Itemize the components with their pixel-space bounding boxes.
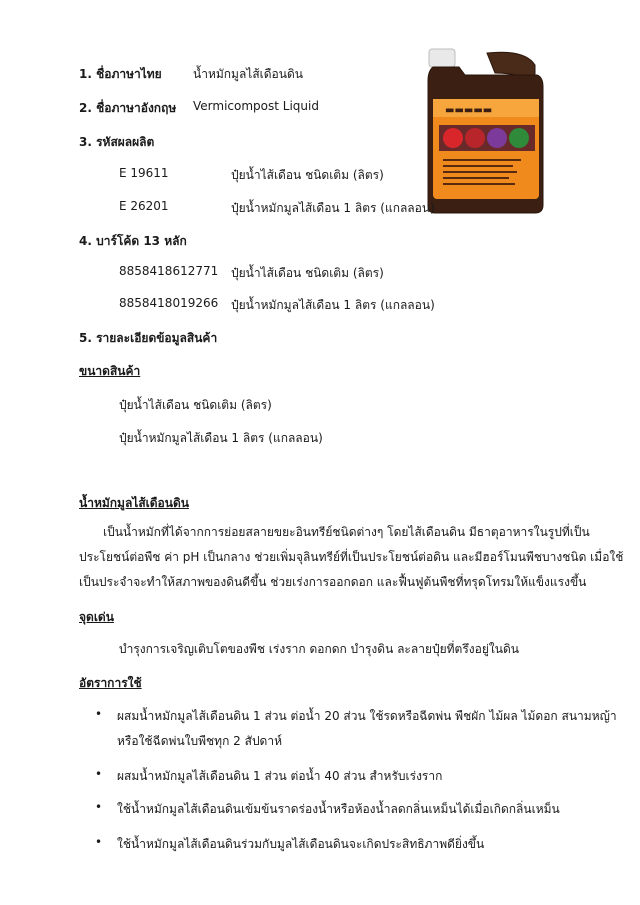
svg-text:▬▬▬▬▬: ▬▬▬▬▬ — [445, 105, 493, 116]
usage-item-continuation: หรือใช้ฉีดพ่นใบพืชทุก 2 สัปดาห์ — [117, 734, 282, 748]
usage-item: ใช้น้ำหมักมูลไส้เดือนดินเข้มข้นราดร่องน้ำหรือห้องน้ำลดกลิ่นเหม็นได้เมื่อเกิดกลิ่นเหม็น — [117, 802, 560, 816]
product-code-label: 3. รหัสผลผลิต — [79, 135, 155, 149]
product-code: E 26201 — [119, 199, 169, 213]
details-label: 5. รายละเอียดข้อมูลสินค้า — [79, 331, 218, 345]
highlight-heading: จุดเด่น — [79, 610, 114, 624]
bullet-icon: • — [95, 707, 103, 721]
barcode-number: 8858418019266 — [119, 296, 219, 310]
barcode-label: 4. บาร์โค้ด 13 หลัก — [79, 234, 187, 248]
size-item: ปุ๋ยน้ำหมักมูลไส้เดือน 1 ลิตร (แกลลอน) — [119, 431, 323, 445]
product-name: ปุ๋ยน้ำหมักมูลไส้เดือน 1 ลิตร (แกลลอน) — [231, 201, 435, 215]
product-jug-image — [425, 47, 546, 215]
bullet-icon: • — [95, 835, 103, 849]
english-name-label: 2. ชื่อภาษาอังกฤษ — [79, 101, 177, 115]
barcode-product-name: ปุ๋ยน้ำไส้เดือน ชนิดเติม (ลิตร) — [231, 266, 384, 280]
barcode-number: 8858418612771 — [119, 264, 219, 278]
bullet-icon: • — [95, 767, 103, 781]
thai-name-value: น้ำหมักมูลไส้เดือนดิน — [193, 67, 303, 81]
barcode-product-name: ปุ๋ยน้ำหมักมูลไส้เดือน 1 ลิตร (แกลลอน) — [231, 298, 435, 312]
description-heading: น้ำหมักมูลไส้เดือนดิน — [79, 496, 189, 510]
usage-item: ผสมน้ำหมักมูลไส้เดือนดิน 1 ส่วน ต่อน้ำ 20 ส่วน ใช้รดหรือฉีดพ่น พืชผัก ไม้ผล ไม้ดอก สนามหญ้า — [117, 709, 617, 723]
english-name-value: Vermicompost Liquid — [193, 99, 319, 113]
size-heading: ขนาดสินค้า — [79, 364, 141, 378]
thai-name-label: 1. ชื่อภาษาไทย — [79, 67, 162, 81]
product-code: E 19611 — [119, 166, 169, 180]
description-line: ประโยชน์ต่อพืช ค่า pH เป็นกลาง ช่วยเพิ่มจุลินทรีย์ที่เป็นประโยชน์ต่อดิน และมีฮอร์โมนพืชบางชนิด เมื่อใช้ — [79, 550, 624, 564]
bullet-icon: • — [95, 800, 103, 814]
description-line: เป็นน้ำหมักที่ได้จากการย่อยสลายขยะอินทรีย์ชนิดต่างๆ โดยไส้เดือนดิน มีธาตุอาหารในรูปที่เป็น — [103, 525, 590, 539]
description-line: เป็นประจำจะทำให้สภาพของดินดีขึ้น ช่วยเร่งการออกดอก และฟื้นฟูต้นพืชที่ทรุดโทรมให้แข็งแรงขึ้น — [79, 575, 587, 589]
product-image — [425, 47, 546, 215]
highlight-text: บำรุงการเจริญเติบโตของพืช เร่งราก ดอกดก บำรุงดิน ละลายปุ๋ยที่ตรึงอยู่ในดิน — [119, 642, 519, 656]
usage-item: ใช้น้ำหมักมูลไส้เดือนดินร่วมกับมูลไส้เดือนดินจะเกิดประสิทธิภาพดียิ่งขึ้น — [117, 837, 485, 851]
product-name: ปุ๋ยน้ำไส้เดือน ชนิดเติม (ลิตร) — [231, 168, 384, 182]
size-item: ปุ๋ยน้ำไส้เดือน ชนิดเติม (ลิตร) — [119, 398, 272, 412]
usage-heading: อัตราการใช้ — [79, 676, 142, 690]
usage-item: ผสมน้ำหมักมูลไส้เดือนดิน 1 ส่วน ต่อน้ำ 40 ส่วน สำหรับเร่งราก — [117, 769, 443, 783]
